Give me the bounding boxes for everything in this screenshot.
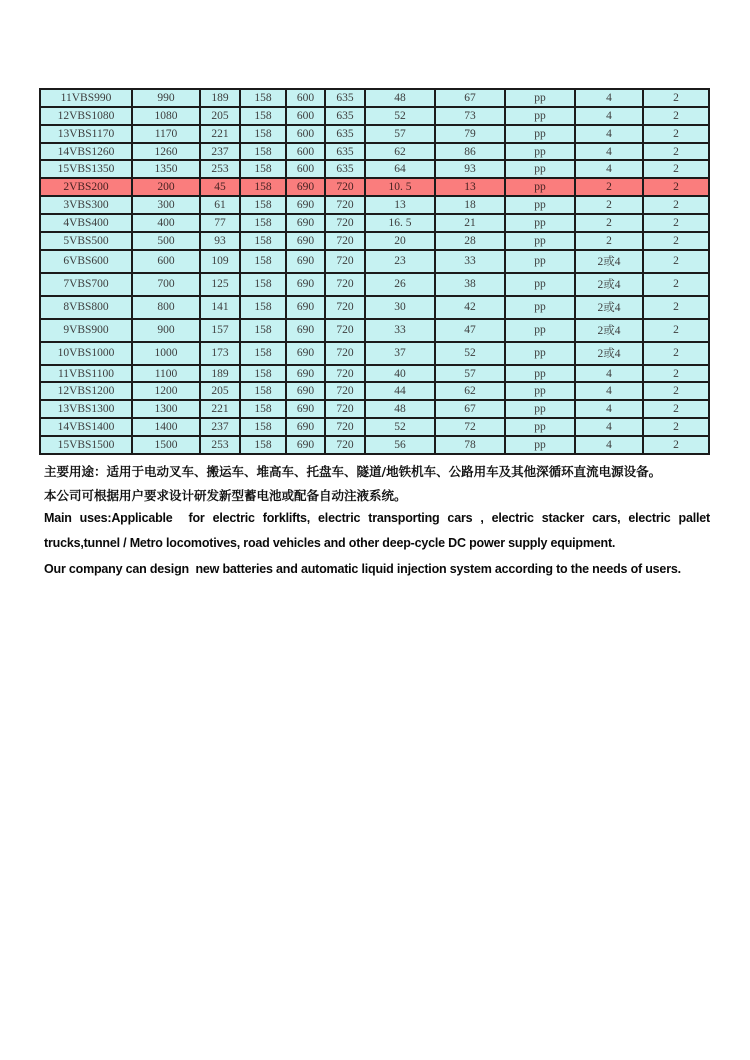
table-cell: 690	[286, 418, 325, 436]
table-cell: 12VBS1200	[40, 382, 132, 400]
table-cell: 720	[325, 319, 365, 342]
table-cell: 72	[435, 418, 505, 436]
table-cell: 720	[325, 436, 365, 454]
table-cell: 690	[286, 436, 325, 454]
table-cell: 5VBS500	[40, 232, 132, 250]
table-cell: 4	[575, 143, 643, 161]
table-cell: 13	[365, 196, 435, 214]
table-cell: 690	[286, 365, 325, 383]
table-cell: 6VBS600	[40, 250, 132, 273]
table-cell: 1350	[132, 160, 200, 178]
table-cell: 500	[132, 232, 200, 250]
table-cell: 4VBS400	[40, 214, 132, 232]
table-cell: 14VBS1400	[40, 418, 132, 436]
table-cell: 64	[365, 160, 435, 178]
table-cell: 4	[575, 436, 643, 454]
table-cell: 109	[200, 250, 240, 273]
table-cell: 13VBS1300	[40, 400, 132, 418]
table-cell: 57	[435, 365, 505, 383]
table-row	[40, 125, 709, 143]
table-cell: pp	[505, 214, 575, 232]
table-cell: 158	[240, 89, 286, 107]
table-cell: 4	[575, 365, 643, 383]
table-cell: 18	[435, 196, 505, 214]
table-cell: 13	[435, 178, 505, 196]
table-cell: 67	[435, 400, 505, 418]
table-cell: 23	[365, 250, 435, 273]
table-row	[40, 296, 709, 319]
table-cell: 1300	[132, 400, 200, 418]
table-cell: pp	[505, 296, 575, 319]
table-cell: 2	[643, 107, 709, 125]
table-cell: 158	[240, 196, 286, 214]
table-cell: 600	[286, 107, 325, 125]
table-cell: 42	[435, 296, 505, 319]
table-cell: pp	[505, 232, 575, 250]
table-cell: 690	[286, 196, 325, 214]
table-cell: 2	[643, 250, 709, 273]
table-cell: 57	[365, 125, 435, 143]
table-cell: 2或4	[575, 319, 643, 342]
table-row	[40, 342, 709, 365]
table-cell: 600	[286, 143, 325, 161]
table-cell: 300	[132, 196, 200, 214]
table-cell: 1080	[132, 107, 200, 125]
table-cell: 141	[200, 296, 240, 319]
table-cell: 2	[643, 89, 709, 107]
table-cell: 86	[435, 143, 505, 161]
table-cell: 690	[286, 250, 325, 273]
table-cell: 62	[365, 143, 435, 161]
main-uses-note-chinese: 主要用途：适用于电动叉车、搬运车、堆高车、托盘车、隧道/地铁机车、公路用车及其他深循环直流电源设备。	[44, 464, 662, 479]
table-cell: 720	[325, 365, 365, 383]
table-cell: 1000	[132, 342, 200, 365]
table-cell: 67	[435, 89, 505, 107]
table-cell: 2	[643, 143, 709, 161]
table-cell: 1170	[132, 125, 200, 143]
table-cell: 720	[325, 418, 365, 436]
table-cell: 40	[365, 365, 435, 383]
table-cell: 38	[435, 273, 505, 296]
table-cell: 62	[435, 382, 505, 400]
table-cell: 600	[286, 160, 325, 178]
table-row	[40, 143, 709, 161]
table-cell: 635	[325, 89, 365, 107]
table-cell: pp	[505, 89, 575, 107]
table-row	[40, 232, 709, 250]
table-cell: 158	[240, 382, 286, 400]
table-cell: 4	[575, 382, 643, 400]
table-cell: 3VBS300	[40, 196, 132, 214]
table-cell: 2	[643, 342, 709, 365]
table-cell: 2	[643, 160, 709, 178]
table-cell: 158	[240, 160, 286, 178]
table-cell: 10VBS1000	[40, 342, 132, 365]
table-cell: 2或4	[575, 273, 643, 296]
table-cell: 253	[200, 436, 240, 454]
table-cell: 720	[325, 342, 365, 365]
table-cell: 635	[325, 160, 365, 178]
table-cell: 2或4	[575, 342, 643, 365]
table-cell: 720	[325, 232, 365, 250]
table-cell: 635	[325, 143, 365, 161]
table-cell: 158	[240, 400, 286, 418]
table-row	[40, 160, 709, 178]
table-cell: 158	[240, 232, 286, 250]
table-cell: 33	[365, 319, 435, 342]
table-cell: 1100	[132, 365, 200, 383]
table-cell: 221	[200, 125, 240, 143]
table-cell: 93	[435, 160, 505, 178]
table-cell: 20	[365, 232, 435, 250]
table-row	[40, 89, 709, 107]
table-cell: 30	[365, 296, 435, 319]
table-row	[40, 250, 709, 273]
table-cell: 690	[286, 232, 325, 250]
table-cell: 205	[200, 382, 240, 400]
table-cell: 237	[200, 418, 240, 436]
table-cell: 1200	[132, 382, 200, 400]
table-cell: 1400	[132, 418, 200, 436]
table-cell: pp	[505, 436, 575, 454]
table-cell: pp	[505, 143, 575, 161]
table-cell: 13VBS1170	[40, 125, 132, 143]
table-cell: 720	[325, 400, 365, 418]
table-cell: 28	[435, 232, 505, 250]
table-cell: 800	[132, 296, 200, 319]
battery-spec-table	[39, 88, 710, 455]
table-cell: 2	[575, 196, 643, 214]
table-cell: 720	[325, 214, 365, 232]
table-cell: 26	[365, 273, 435, 296]
table-cell: 2	[643, 296, 709, 319]
table-cell: 2	[643, 178, 709, 196]
table-cell: 720	[325, 296, 365, 319]
table-cell: 690	[286, 214, 325, 232]
table-cell: 4	[575, 160, 643, 178]
table-cell: 600	[132, 250, 200, 273]
table-cell: 158	[240, 214, 286, 232]
table-cell: 720	[325, 273, 365, 296]
table-cell: 2	[643, 382, 709, 400]
table-cell: 48	[365, 400, 435, 418]
table-cell: 2	[643, 273, 709, 296]
table-cell: 4	[575, 400, 643, 418]
table-cell: 2	[575, 214, 643, 232]
table-cell: 900	[132, 319, 200, 342]
table-cell: 173	[200, 342, 240, 365]
table-cell: 45	[200, 178, 240, 196]
table-cell: 690	[286, 319, 325, 342]
table-cell: 2VBS200	[40, 178, 132, 196]
main-uses-note-english: Main uses:Applicable for electric forklifts, electric transporting cars , electric stacker cars, electric pallet trucks,tunnel / Metro locomotives, road vehicles and other deep-cycle DC power supply equipment.	[44, 511, 714, 550]
table-cell: 158	[240, 436, 286, 454]
table-cell: 158	[240, 418, 286, 436]
table-cell: 158	[240, 178, 286, 196]
table-cell: 37	[365, 342, 435, 365]
table-cell: 1500	[132, 436, 200, 454]
table-row	[40, 436, 709, 454]
table-cell: 158	[240, 365, 286, 383]
table-cell: 44	[365, 382, 435, 400]
table-cell: 720	[325, 196, 365, 214]
table-cell: 56	[365, 436, 435, 454]
table-cell: 690	[286, 382, 325, 400]
table-cell: pp	[505, 250, 575, 273]
table-cell: 2	[643, 365, 709, 383]
table-cell: 690	[286, 400, 325, 418]
company-note-chinese: 本公司可根据用户要求设计研发新型蓄电池或配备自动注液系统。	[44, 488, 407, 503]
table-cell: pp	[505, 382, 575, 400]
table-cell: 4	[575, 418, 643, 436]
table-cell: 11VBS990	[40, 89, 132, 107]
table-cell: 600	[286, 89, 325, 107]
table-cell: 33	[435, 250, 505, 273]
table-cell: 15VBS1500	[40, 436, 132, 454]
table-cell: 158	[240, 125, 286, 143]
table-cell: 21	[435, 214, 505, 232]
table-cell: 73	[435, 107, 505, 125]
table-cell: 2	[643, 319, 709, 342]
table-cell: pp	[505, 342, 575, 365]
table-cell: 2	[643, 196, 709, 214]
table-cell: 700	[132, 273, 200, 296]
table-cell: 2	[643, 400, 709, 418]
table-cell: 158	[240, 296, 286, 319]
table-cell: 2	[575, 232, 643, 250]
table-cell: 14VBS1260	[40, 143, 132, 161]
table-row	[40, 365, 709, 383]
table-cell: 93	[200, 232, 240, 250]
table-cell: 2	[643, 214, 709, 232]
table-cell: pp	[505, 160, 575, 178]
table-cell: 635	[325, 125, 365, 143]
table-cell: 157	[200, 319, 240, 342]
table-row	[40, 107, 709, 125]
table-cell: 200	[132, 178, 200, 196]
table-row	[40, 382, 709, 400]
table-cell: pp	[505, 400, 575, 418]
table-cell: 990	[132, 89, 200, 107]
table-cell: 189	[200, 365, 240, 383]
table-cell: 237	[200, 143, 240, 161]
table-cell: 253	[200, 160, 240, 178]
table-cell: 15VBS1350	[40, 160, 132, 178]
table-cell: 720	[325, 250, 365, 273]
table-cell: 720	[325, 382, 365, 400]
table-cell: 79	[435, 125, 505, 143]
table-cell: 52	[435, 342, 505, 365]
table-cell: 400	[132, 214, 200, 232]
table-cell: 4	[575, 89, 643, 107]
table-cell: pp	[505, 178, 575, 196]
table-row	[40, 196, 709, 214]
table-cell: 158	[240, 250, 286, 273]
table-cell: 7VBS700	[40, 273, 132, 296]
table-cell: 8VBS800	[40, 296, 132, 319]
table-row	[40, 418, 709, 436]
table-cell: pp	[505, 365, 575, 383]
table-cell: 52	[365, 107, 435, 125]
table-cell: 690	[286, 342, 325, 365]
company-note-english: Our company can design new batteries and automatic liquid injection system according to the needs of users.	[44, 562, 681, 576]
table-cell: pp	[505, 125, 575, 143]
table-cell: 2	[643, 232, 709, 250]
table-cell: 2或4	[575, 296, 643, 319]
table-row	[40, 400, 709, 418]
table-cell: 125	[200, 273, 240, 296]
table-cell: 158	[240, 273, 286, 296]
table-cell: 78	[435, 436, 505, 454]
table-cell: 16. 5	[365, 214, 435, 232]
table-cell: 690	[286, 178, 325, 196]
table-cell: 720	[325, 178, 365, 196]
table-cell: 205	[200, 107, 240, 125]
table-cell: pp	[505, 418, 575, 436]
table-cell: 47	[435, 319, 505, 342]
table-cell: 690	[286, 273, 325, 296]
table-cell: 158	[240, 342, 286, 365]
table-cell: 635	[325, 107, 365, 125]
table-cell: 12VBS1080	[40, 107, 132, 125]
table-cell: pp	[505, 107, 575, 125]
table-cell: 48	[365, 89, 435, 107]
table-cell: 2	[643, 418, 709, 436]
table-cell: 52	[365, 418, 435, 436]
table-cell: 10. 5	[365, 178, 435, 196]
table-row-highlighted	[40, 178, 709, 196]
table-cell: 158	[240, 319, 286, 342]
table-cell: 4	[575, 125, 643, 143]
table-cell: pp	[505, 196, 575, 214]
table-cell: 77	[200, 214, 240, 232]
table-cell: pp	[505, 273, 575, 296]
table-cell: 2	[643, 436, 709, 454]
table-row	[40, 273, 709, 296]
table-row	[40, 319, 709, 342]
table-row	[40, 214, 709, 232]
table-cell: pp	[505, 319, 575, 342]
table-cell: 2	[643, 125, 709, 143]
table-cell: 158	[240, 143, 286, 161]
table-cell: 189	[200, 89, 240, 107]
table-cell: 61	[200, 196, 240, 214]
table-cell: 221	[200, 400, 240, 418]
table-cell: 9VBS900	[40, 319, 132, 342]
table-cell: 2	[575, 178, 643, 196]
table-cell: 690	[286, 296, 325, 319]
table-cell: 158	[240, 107, 286, 125]
table-cell: 600	[286, 125, 325, 143]
table-cell: 2或4	[575, 250, 643, 273]
table-cell: 11VBS1100	[40, 365, 132, 383]
table-cell: 1260	[132, 143, 200, 161]
table-cell: 4	[575, 107, 643, 125]
